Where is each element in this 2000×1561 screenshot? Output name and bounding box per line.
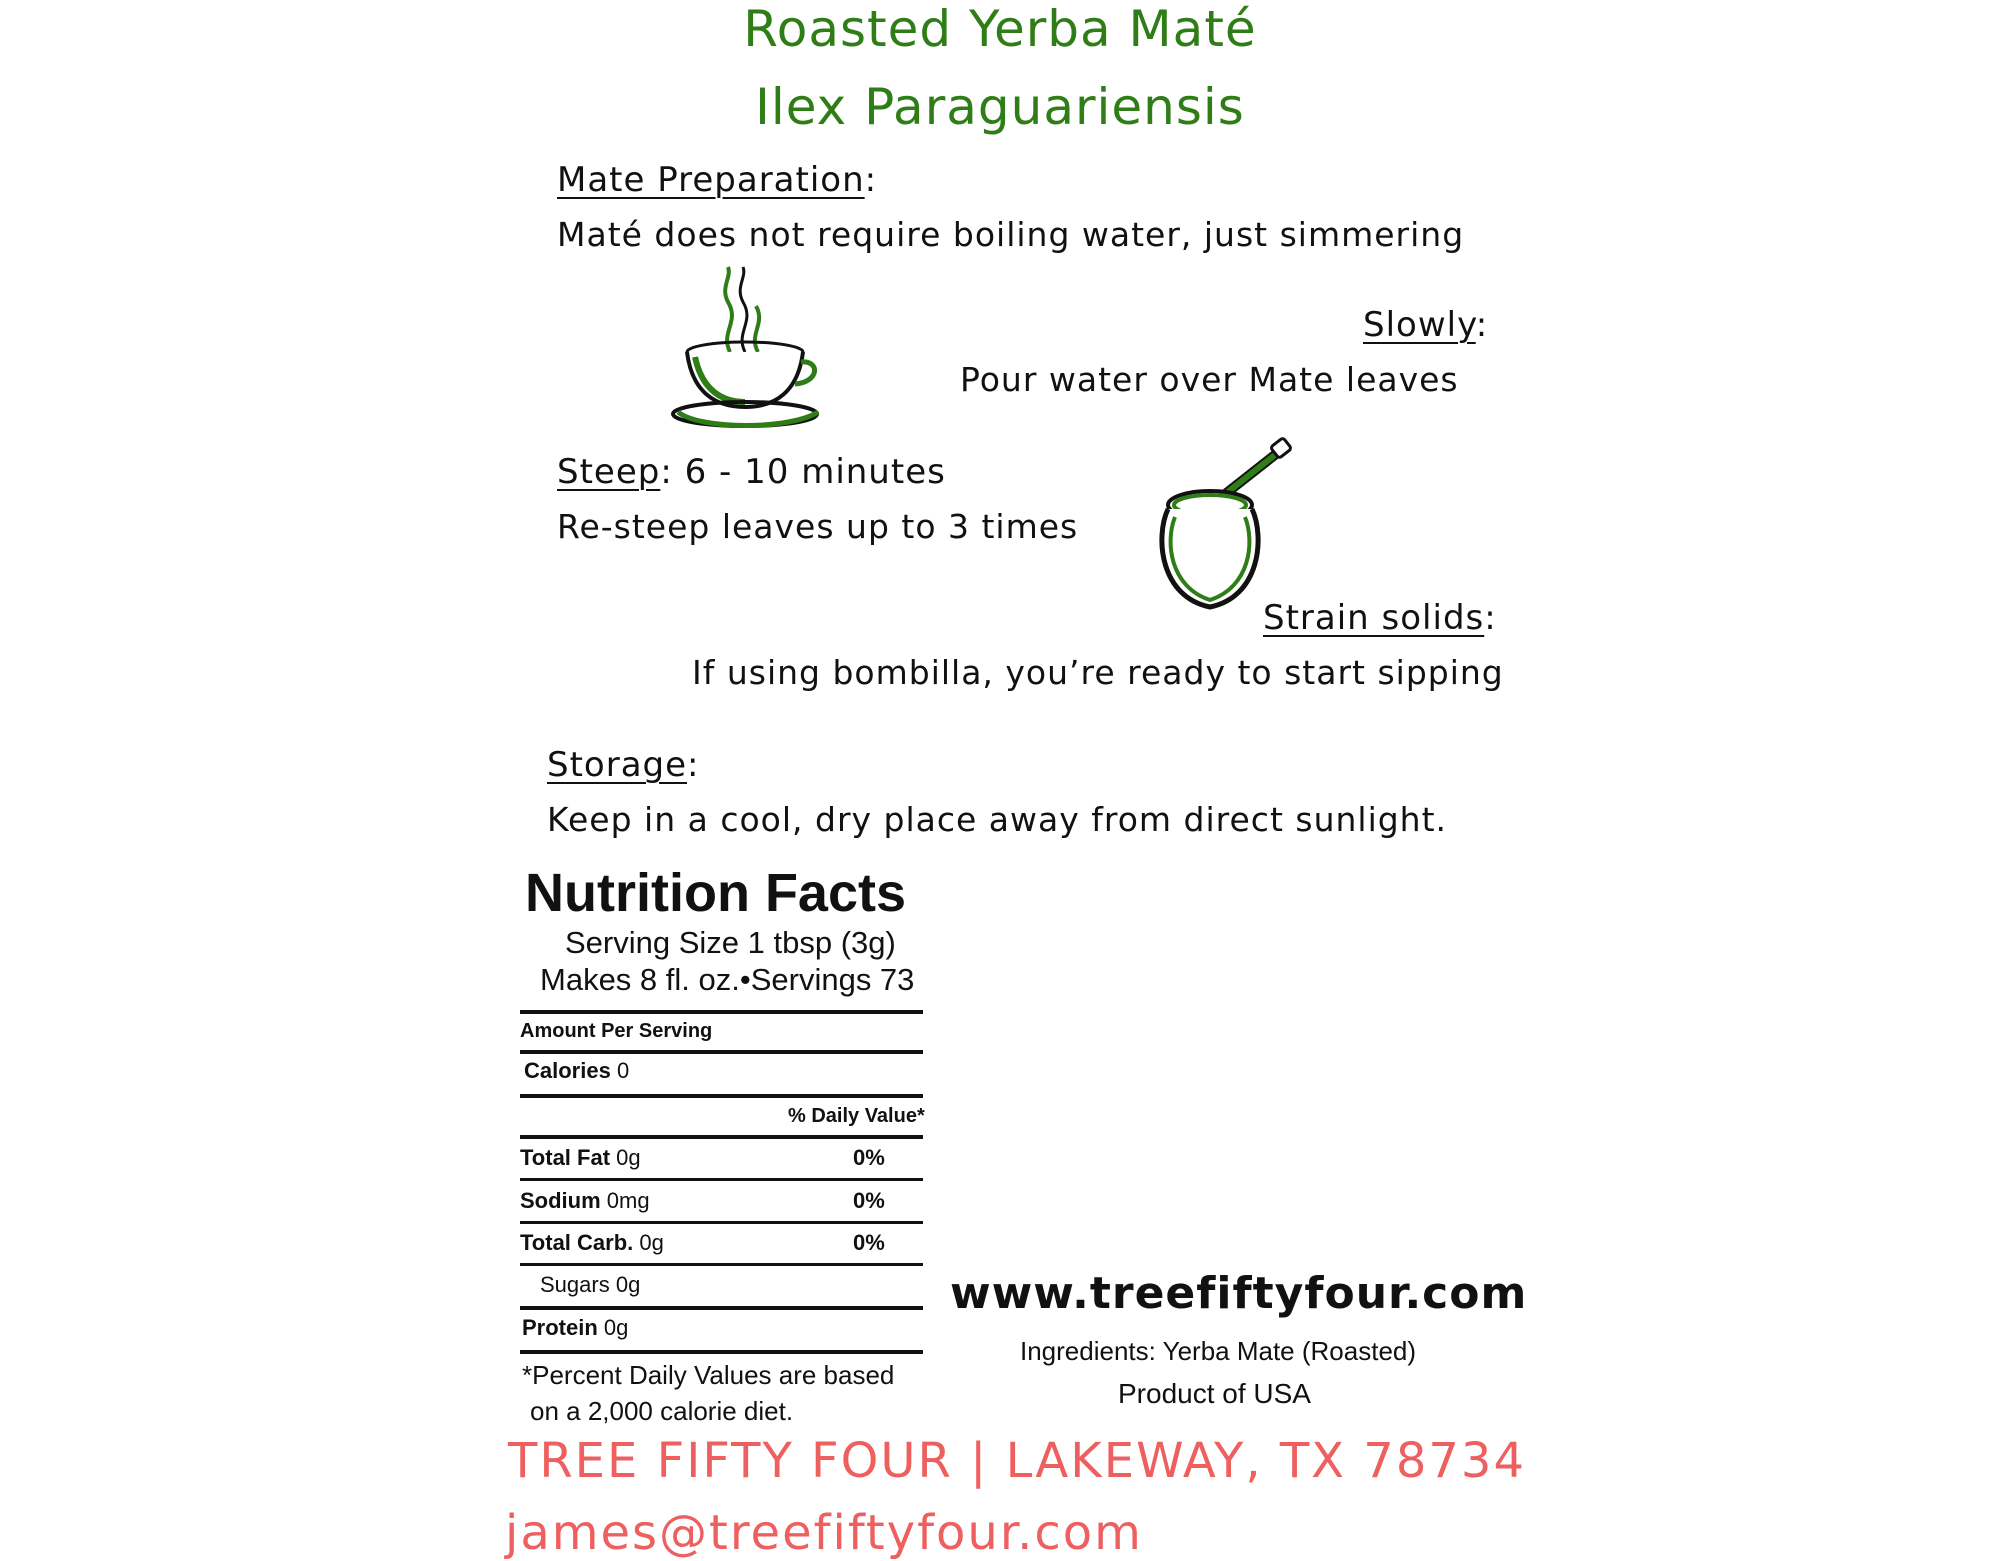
nutrient-row-sugars: Sugars 0g bbox=[540, 1272, 641, 1297]
slowly-text: Pour water over Mate leaves bbox=[960, 360, 1459, 399]
product-title: Roasted Yerba Maté bbox=[743, 0, 1257, 58]
ingredients-text: Ingredients: Yerba Mate (Roasted) bbox=[1020, 1336, 1417, 1366]
preparation-heading: Mate Preparation: bbox=[557, 160, 878, 200]
strain-text: If using bombilla, you’re ready to start sipping bbox=[692, 653, 1504, 692]
origin-text: Product of USA bbox=[1118, 1378, 1311, 1409]
nutrient-row-protein: Protein 0g bbox=[522, 1315, 629, 1340]
daily-value-footnote-cont: on a 2,000 calorie diet. bbox=[530, 1396, 794, 1426]
steep-heading: Steep: 6 - 10 minutes bbox=[557, 452, 946, 492]
storage-heading: Storage: bbox=[547, 745, 700, 785]
contact-email[interactable]: james@treefiftyfour.com bbox=[505, 1505, 1143, 1561]
company-address: TREE FIFTY FOUR | LAKEWAY, TX 78734 bbox=[508, 1433, 1526, 1489]
mate-gourd-bombilla-icon bbox=[1155, 437, 1305, 617]
divider bbox=[520, 1306, 923, 1310]
storage-text: Keep in a cool, dry place away from direct sunlight. bbox=[547, 800, 1448, 839]
divider bbox=[520, 1350, 923, 1354]
website-link[interactable]: www.treefiftyfour.com bbox=[950, 1268, 1528, 1319]
divider bbox=[520, 1178, 923, 1181]
divider bbox=[520, 1135, 923, 1139]
strain-heading: Strain solids: bbox=[1263, 598, 1497, 638]
divider bbox=[520, 1094, 923, 1098]
nutrient-row-sodium: Sodium 0mg bbox=[520, 1188, 650, 1213]
calories-row: Calories 0 bbox=[524, 1058, 630, 1083]
divider bbox=[520, 1010, 923, 1014]
divider bbox=[520, 1263, 923, 1266]
dv-sodium: 0% bbox=[853, 1188, 885, 1213]
steep-text: Re-steep leaves up to 3 times bbox=[557, 507, 1079, 546]
serving-size: Serving Size 1 tbsp (3g) bbox=[565, 925, 896, 960]
nutrient-row-total-carb: Total Carb. 0g bbox=[520, 1230, 664, 1255]
slowly-heading: Slowly: bbox=[1363, 305, 1489, 345]
daily-value-header: % Daily Value* bbox=[788, 1105, 925, 1127]
daily-value-footnote: *Percent Daily Values are based bbox=[522, 1360, 895, 1390]
product-subtitle: Ilex Paraguariensis bbox=[755, 78, 1245, 136]
amount-per-serving: Amount Per Serving bbox=[520, 1020, 713, 1042]
servings-per-container: Makes 8 fl. oz.•Servings 73 bbox=[540, 962, 915, 997]
steaming-teacup-icon bbox=[670, 262, 830, 432]
preparation-text: Maté does not require boiling water, just simmering bbox=[557, 215, 1465, 254]
nutrition-facts-title: Nutrition Facts bbox=[525, 863, 907, 923]
divider bbox=[520, 1050, 923, 1054]
nutrient-row-total-fat: Total Fat 0g bbox=[520, 1145, 641, 1170]
divider bbox=[520, 1221, 923, 1224]
dv-total-fat: 0% bbox=[853, 1145, 885, 1170]
dv-total-carb: 0% bbox=[853, 1230, 885, 1255]
